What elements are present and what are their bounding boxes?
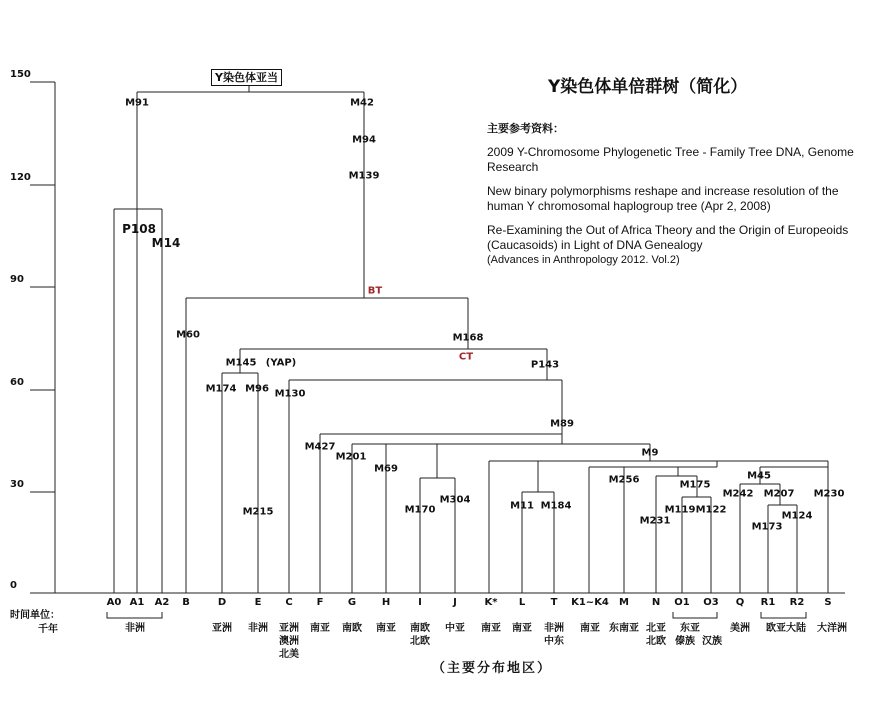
haplogroup-label: O1 — [674, 597, 690, 608]
region-label-line: 中东 — [544, 636, 564, 647]
marker-label: M427 — [304, 441, 336, 453]
marker-label: M60 — [176, 329, 200, 341]
marker-label: M174 — [205, 383, 237, 395]
marker-label: M91 — [125, 97, 149, 109]
marker-label: M69 — [374, 463, 398, 475]
y-tick-label: 120 — [10, 172, 31, 183]
haplogroup-label: Q — [735, 597, 745, 608]
region-label: 南亚 — [376, 623, 396, 634]
haplogroup-label: M — [619, 597, 629, 608]
haplogroup-label: A1 — [129, 597, 145, 608]
haplogroup-label: C — [285, 597, 293, 608]
haplogroup-label: H — [381, 597, 391, 608]
root-node-label: Y染色体亚当 — [211, 69, 282, 86]
region-label: 欧亚大陆 — [766, 623, 806, 634]
haplogroup-label: A0 — [106, 597, 122, 608]
marker-label: M304 — [439, 494, 471, 506]
marker-label: M231 — [639, 515, 671, 527]
haplogroup-label: B — [182, 597, 190, 608]
clade-label: CT — [458, 351, 474, 363]
region-label: 南亚 — [580, 623, 600, 634]
y-tick-label: 90 — [10, 274, 24, 285]
marker-label: M122 — [695, 504, 727, 516]
haplogroup-label: R2 — [789, 597, 805, 608]
region-label: 大洋洲 — [817, 623, 847, 634]
y-tick-label: 30 — [10, 479, 24, 490]
marker-label: M145 — [225, 357, 257, 369]
haplogroup-label: J — [453, 597, 457, 608]
distribution-caption: （主要分布地区） — [432, 661, 553, 676]
haplogroup-label: R1 — [760, 597, 776, 608]
region-label: 中亚 — [445, 623, 465, 634]
region-label-line: 北欧 — [410, 636, 430, 647]
marker-label: M168 — [452, 332, 484, 344]
marker-label: M9 — [641, 447, 659, 459]
chart-title: Y染色体单倍群树（简化） — [548, 77, 748, 97]
clade-label: BT — [367, 285, 383, 297]
marker-label: M139 — [348, 170, 380, 182]
region-label-line: 北亚 — [646, 623, 666, 634]
haplogroup-label: E — [254, 597, 262, 608]
marker-label: M11 — [510, 500, 534, 512]
marker-label: M42 — [350, 97, 374, 109]
references-heading: 主要参考资料： — [487, 122, 564, 135]
region-label-line: 东亚 — [680, 623, 700, 634]
time-unit-label: 时间单位： — [10, 610, 60, 621]
y-tick-label: 60 — [10, 377, 24, 388]
marker-label: M184 — [540, 500, 572, 512]
marker-label: M175 — [679, 479, 711, 491]
region-label: 东南亚 — [609, 623, 639, 634]
haplogroup-label: T — [550, 597, 558, 608]
marker-label: M124 — [781, 510, 813, 522]
haplogroup-label: G — [347, 597, 357, 608]
references-panel — [487, 121, 872, 277]
region-label: 南亚 — [512, 623, 532, 634]
region-label — [279, 622, 299, 661]
marker-label: M130 — [274, 388, 306, 400]
reference-item: New binary polymorphisms reshape and increase resolution of the human Y chromosomal haplogroup tree (Apr 2, 2008) — [487, 184, 839, 213]
region-label — [646, 622, 666, 648]
marker-label: M94 — [352, 134, 376, 146]
reference-item: 2009 Y-Chromosome Phylogenetic Tree - Family Tree DNA, Genome Research — [487, 145, 854, 174]
marker-label: P143 — [530, 359, 560, 371]
marker-label: M45 — [747, 470, 771, 482]
region-label: 南欧 — [342, 623, 362, 634]
haplogroup-label: F — [316, 597, 324, 608]
haplogroup-label: K1~K4 — [571, 597, 609, 608]
y-tick-label: 0 — [10, 580, 17, 591]
region-label-line: 非洲 — [544, 623, 564, 634]
region-label — [410, 622, 430, 648]
marker-label: M242 — [722, 488, 754, 500]
marker-label: M201 — [335, 451, 367, 463]
region-label: 非洲 — [248, 623, 268, 634]
reference-note: (Advances in Anthropology 2012. Vol.2) — [487, 254, 680, 266]
haplogroup-label: L — [518, 597, 526, 608]
region-label: 南亚 — [310, 623, 330, 634]
region-label: 南亚 — [481, 623, 501, 634]
haplogroup-label: I — [418, 597, 422, 608]
region-label-line: 北美 — [279, 649, 299, 660]
marker-label: M14 — [151, 236, 181, 250]
region-label: 汉族 — [702, 636, 722, 647]
marker-label: M207 — [763, 488, 795, 500]
marker-label: M119 — [664, 504, 696, 516]
y-tick-label: 150 — [10, 69, 31, 80]
marker-label: M170 — [404, 504, 436, 516]
marker-label: M96 — [245, 383, 269, 395]
marker-label: P108 — [122, 222, 156, 236]
haplogroup-label: N — [651, 597, 661, 608]
region-label: 亚洲 — [212, 623, 232, 634]
haplogroup-label: O3 — [703, 597, 719, 608]
region-label-line: 澳洲 — [279, 636, 299, 647]
marker-label: M89 — [550, 418, 574, 430]
marker-label: (YAP) — [265, 357, 297, 369]
marker-label: M173 — [751, 521, 783, 533]
marker-label: M256 — [608, 474, 640, 486]
reference-item: Re-Examining the Out of Africa Theory and the Origin of Europeoids (Caucasoids) in Light of DNA Genealogy — [487, 223, 849, 252]
region-label-line: 南欧 — [410, 623, 430, 634]
region-label-line: 北欧 — [646, 636, 666, 647]
haplogroup-label: S — [824, 597, 832, 608]
region-label: 美洲 — [730, 623, 750, 634]
haplogroup-label: A2 — [154, 597, 170, 608]
region-label: 傣族 — [675, 636, 695, 647]
time-unit-value: 千年 — [38, 624, 58, 635]
marker-label: M230 — [813, 488, 845, 500]
haplogroup-label: D — [217, 597, 227, 608]
region-label — [544, 622, 564, 648]
marker-label: M215 — [242, 506, 274, 518]
haplogroup-label: K* — [484, 597, 498, 608]
region-label-line: 亚洲 — [279, 623, 299, 634]
region-label: 非洲 — [125, 623, 145, 634]
